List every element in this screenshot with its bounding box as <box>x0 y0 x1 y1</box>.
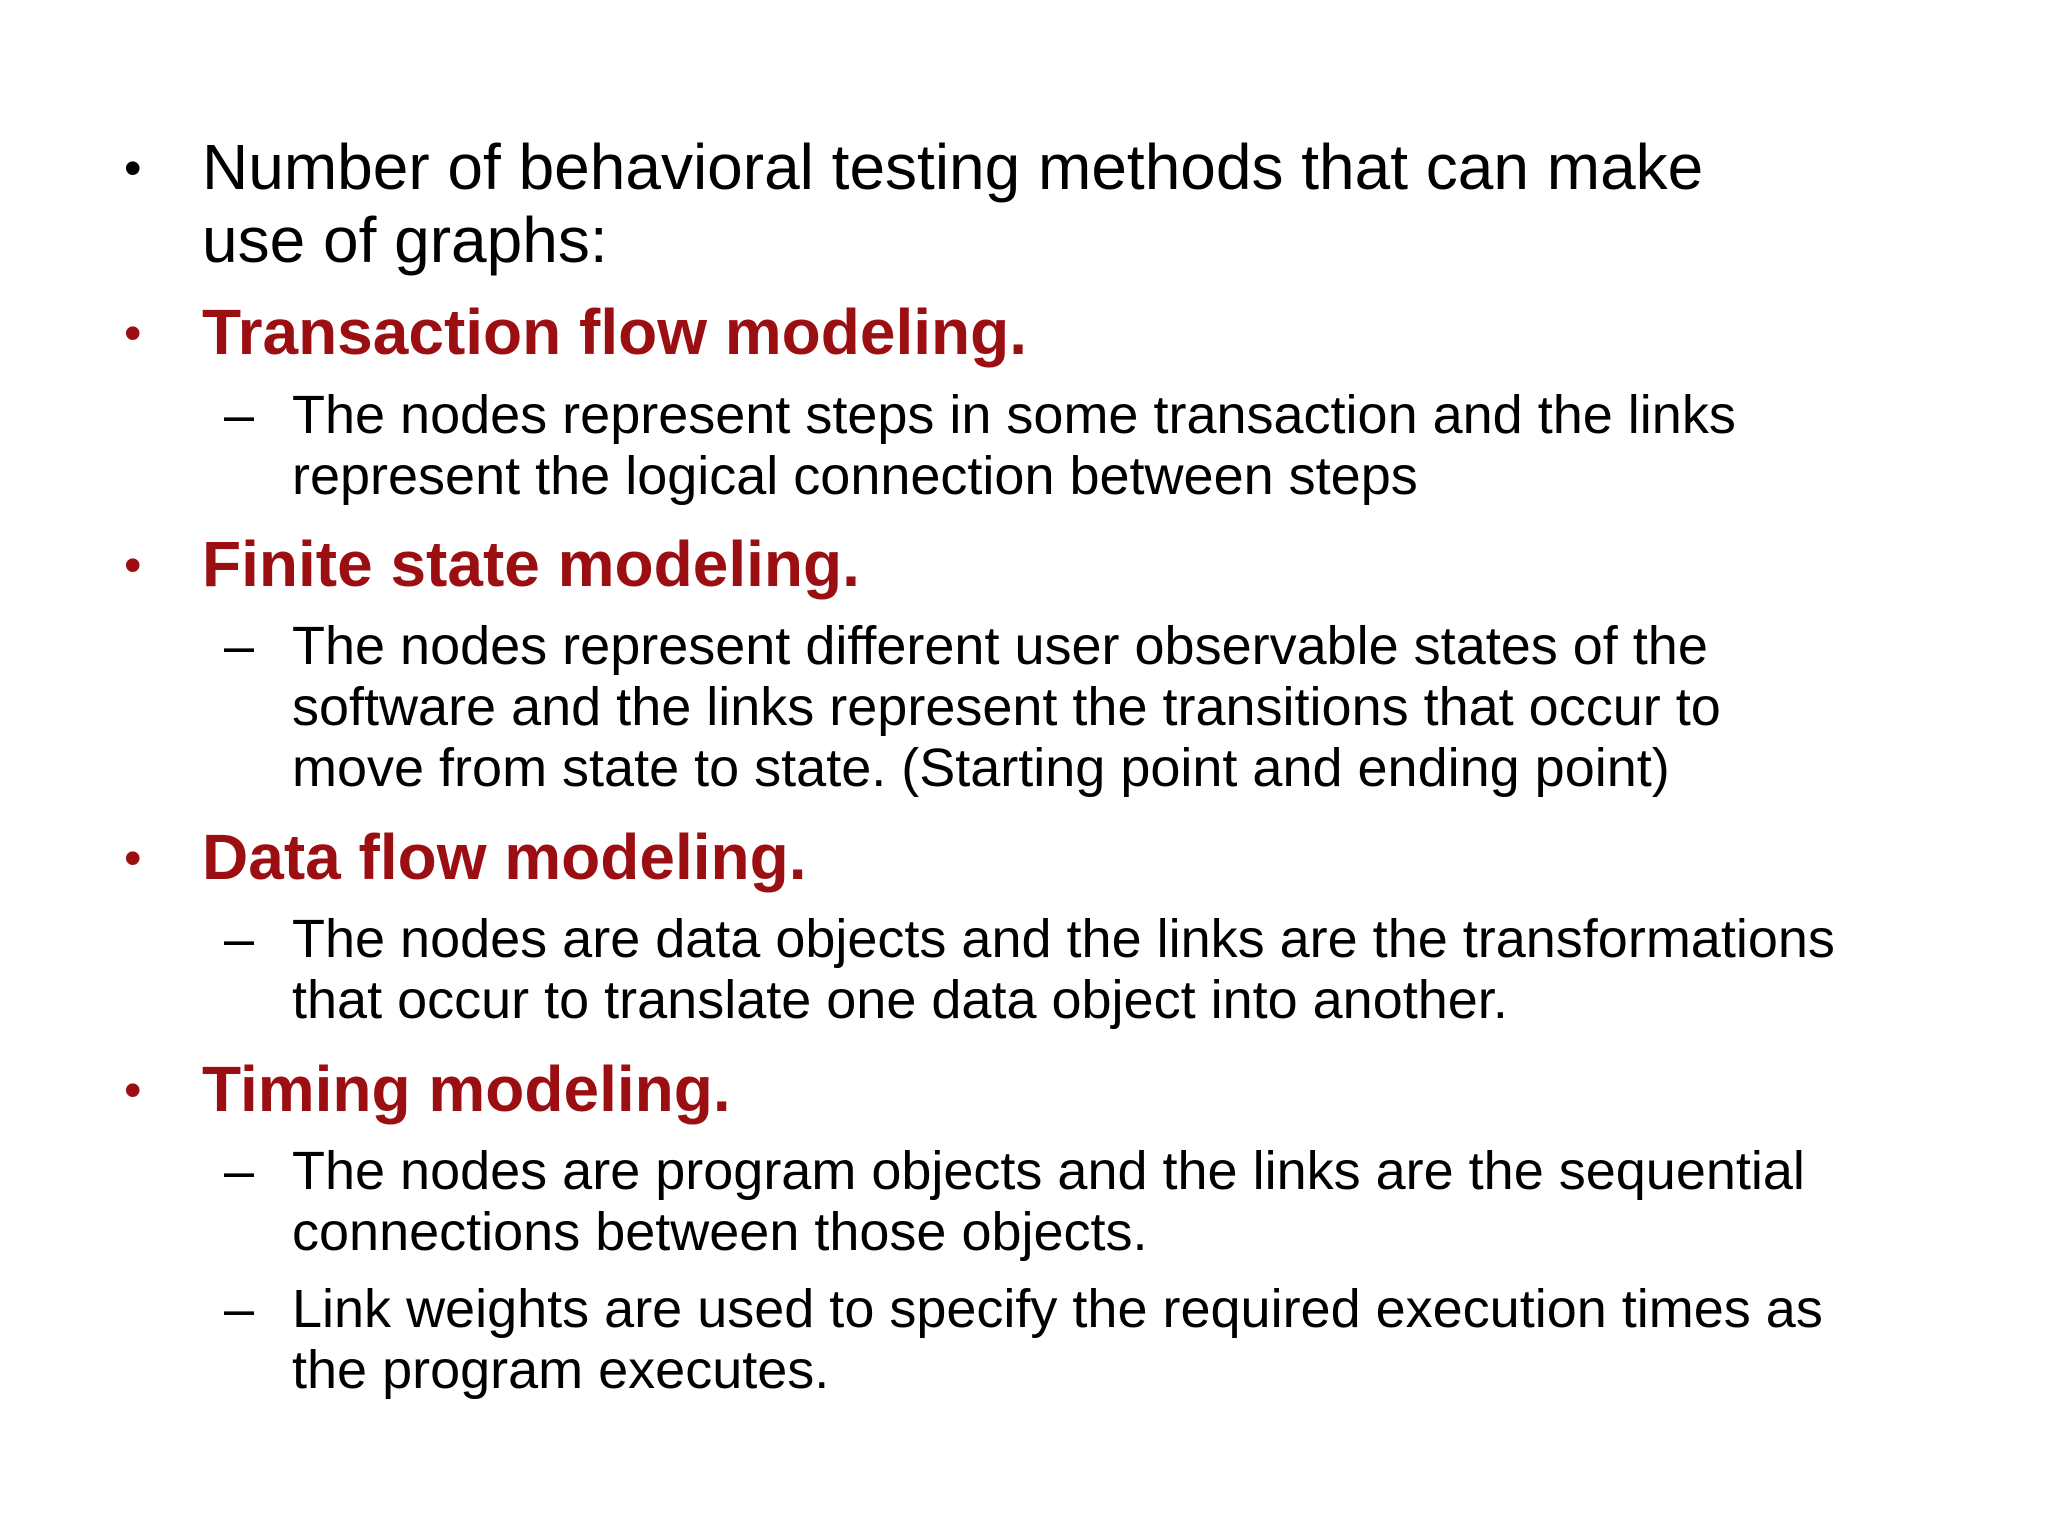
method-title: Data flow modeling. <box>202 821 807 893</box>
detail-line: The nodes are data objects and the links are the transformations <box>292 909 1835 969</box>
method-title: Transaction flow modeling. <box>202 296 1027 368</box>
detail-line: the program executes. <box>292 1340 830 1400</box>
bullet-icon: • <box>124 1062 142 1118</box>
detail-line: The nodes are program objects and the links are the sequential <box>292 1141 1805 1201</box>
bullet-icon: • <box>124 305 142 361</box>
detail-line: that occur to translate one data object into another. <box>292 970 1508 1030</box>
intro-line-2: use of graphs: <box>202 204 608 276</box>
detail-line: The nodes represent different user observable states of the <box>292 616 1708 676</box>
bullet-icon: • <box>124 830 142 886</box>
bullet-icon: • <box>124 140 142 196</box>
detail-line: move from state to state. (Starting point and ending point) <box>292 738 1670 798</box>
method-title: Timing modeling. <box>202 1053 731 1125</box>
dash-icon: – <box>224 1141 255 1201</box>
dash-icon: – <box>224 1279 255 1339</box>
dash-icon: – <box>224 385 255 445</box>
intro-line-1: Number of behavioral testing methods that can make <box>202 131 1704 203</box>
dash-icon: – <box>224 909 255 969</box>
detail-line: represent the logical connection between steps <box>292 446 1418 506</box>
dash-icon: – <box>224 616 255 676</box>
detail-line: software and the links represent the transitions that occur to <box>292 677 1721 737</box>
method-title: Finite state modeling. <box>202 528 860 600</box>
bullet-icon: • <box>124 537 142 593</box>
detail-line: Link weights are used to specify the required execution times as <box>292 1279 1823 1339</box>
detail-line: The nodes represent steps in some transaction and the links <box>292 385 1736 445</box>
detail-line: connections between those objects. <box>292 1202 1148 1262</box>
